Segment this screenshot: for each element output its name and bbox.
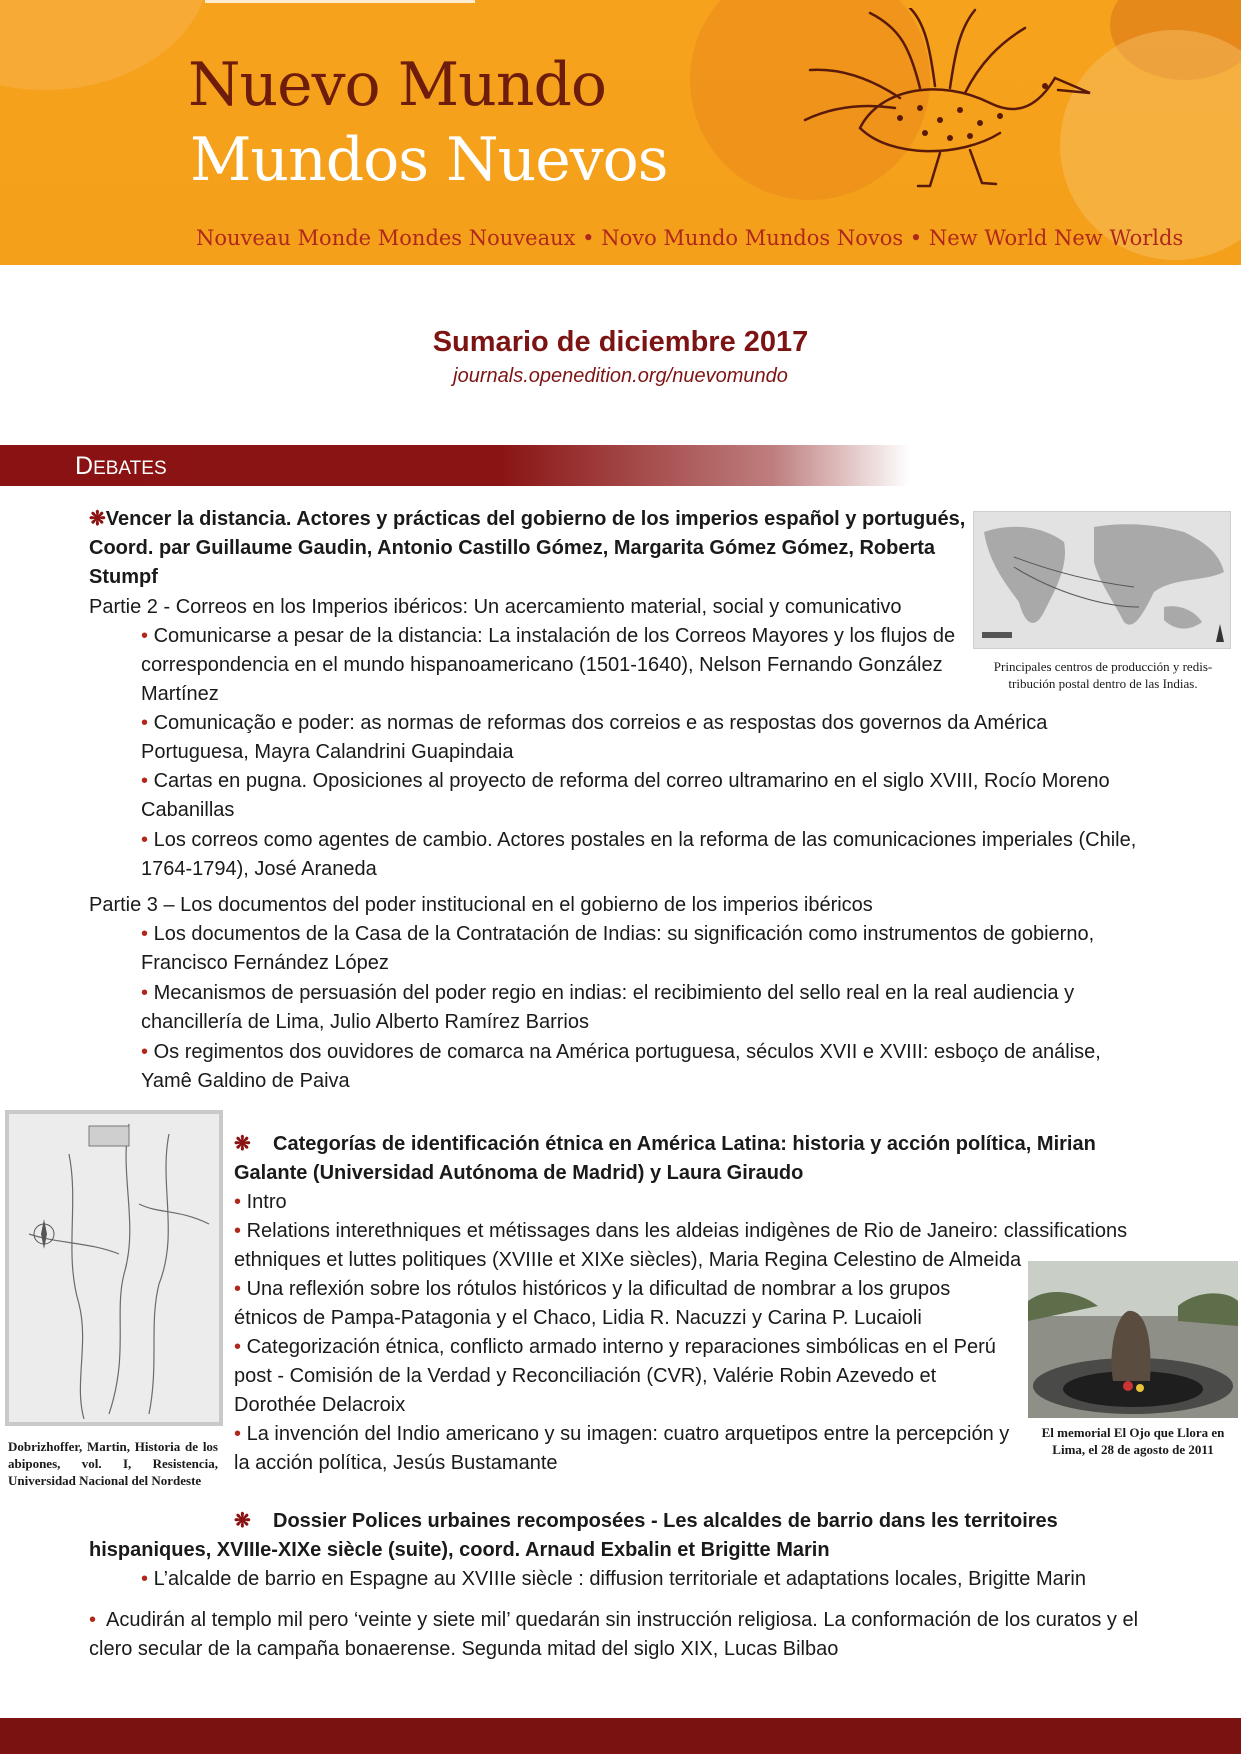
list-item[interactable]: • Cartas en pugna. Oposiciones al proyecto de reforma del correo ultramarino en el siglo XVIII, Rocío Moreno Cabanillas bbox=[141, 770, 1110, 821]
historic-map-drawing bbox=[9, 1114, 219, 1422]
list-item[interactable]: • Categorización étnica, conflicto armado interno y reparaciones simbólicas en el Perú post - Comisión de la Verdad y Reconciliación (CVR), Valérie Robin Azevedo et Dorothée Delacroix bbox=[234, 1336, 996, 1416]
south-america-historic-map-image bbox=[5, 1110, 223, 1426]
bullet-icon: • bbox=[141, 982, 149, 1004]
bullet-icon: • bbox=[141, 1568, 149, 1590]
bullet-icon: • bbox=[141, 1041, 149, 1063]
journal-banner bbox=[0, 0, 1241, 265]
world-map-drawing bbox=[974, 512, 1230, 648]
list-item[interactable]: • Comunicação e poder: as normas de reformas dos correios e as respostas dos governos da América Portuguesa, Mayra Calandrini Guapindaia bbox=[141, 712, 1048, 763]
memorial-photo-image bbox=[1028, 1261, 1238, 1418]
section-label: DEBATES bbox=[75, 452, 167, 480]
bullet-icon: • bbox=[141, 770, 149, 792]
list-item[interactable]: • L’alcalde de barrio en Espagne au XVIIIe siècle : diffusion territoriale et adaptations locales, Brigitte Marin bbox=[141, 1568, 1086, 1590]
banner-decor-circle bbox=[0, 0, 210, 90]
bullet-icon: • bbox=[141, 712, 149, 734]
memorial-photo-drawing bbox=[1028, 1261, 1238, 1418]
list-item[interactable]: • Comunicarse a pesar de la distancia: La instalación de los Correos Mayores y los flujos de correspondencia en el mundo hispanoamericano (1501-1640), Nelson Fernando González Martínez bbox=[141, 625, 956, 705]
list-item[interactable]: • Intro bbox=[234, 1191, 287, 1213]
journal-multilingual-subtitle: Nouveau Monde Mondes Nouveaux • Novo Mundo Mundos Novos • New World New Worlds bbox=[196, 226, 1184, 250]
dossier-title[interactable] bbox=[89, 1507, 1129, 1565]
list-item[interactable]: • Mecanismos de persuasión del poder regio en indias: el recibimiento del sello real en la real audiencia y chancillería de Lima, Julio Alberto Ramírez Barrios bbox=[141, 982, 1075, 1033]
bullet-icon: • bbox=[234, 1220, 242, 1242]
bullet-icon: • bbox=[141, 625, 149, 647]
list-item[interactable]: • Los documentos de la Casa de la Contratación de Indias: su significación como instrumentos de gobierno, Francisco Fernández López bbox=[141, 923, 1095, 974]
world-postal-map-image bbox=[973, 511, 1231, 649]
world-map-caption: Principales centros de producción y redis- tribución postal dentro de las Indias. bbox=[993, 659, 1213, 691]
dossier-title-text: Dossier Polices urbaines recomposées - Les alcaldes de barrio dans les territoires hispaniques, XVIIIe-XIXe siècle (suite), coord. Arnaud Exbalin et Brigitte Marin bbox=[89, 1510, 1058, 1561]
list-item[interactable]: • Relations interethniques et métissages dans les aldeias indigènes de Rio de Janeiro: classifications ethniques et luttes politiques (XVIIIe et XIXe siècles), Maria Regina Celestino de Almeida bbox=[234, 1220, 1128, 1271]
bullet-icon: • bbox=[141, 923, 149, 945]
dossier-title-text: Categorías de identificación étnica en América Latina: historia y acción política, Mirian Galante (Universidad Autónoma de Madrid) y Laura Giraudo bbox=[234, 1133, 1096, 1184]
page-title: Sumario de diciembre 2017 bbox=[432, 326, 809, 358]
list-item[interactable]: • Los correos como agentes de cambio. Actores postales en la reforma de las comunicaciones imperiales (Chile, 1764-1794), José Araneda bbox=[141, 829, 1137, 880]
list-item[interactable]: • Una reflexión sobre los rótulos históricos y la dificultad de nombrar a los grupos étnicos de Pampa-Patagonia y el Chaco, Lidia R. Nacuzzi y Carina P. Lucaioli bbox=[234, 1278, 951, 1329]
journal-url-link[interactable]: journals.openedition.org/nuevomundo bbox=[453, 365, 788, 387]
bullet-icon: • bbox=[234, 1336, 242, 1358]
dossier-title-text: Vencer la distancia. Actores y prácticas del gobierno de los imperios español y portugués, Coord. par Guillaume Gaudin, Antonio Castillo Gómez, Margarita Gómez Gómez, Roberta Stumpf bbox=[89, 508, 966, 588]
asterisk-icon: ❋ bbox=[234, 1510, 251, 1532]
bird-drawing-icon bbox=[800, 8, 1100, 188]
part-heading: Partie 3 – Los documentos del poder institucional en el gobierno de los imperios ibéricos bbox=[89, 894, 873, 916]
dossier-title[interactable] bbox=[234, 1130, 1114, 1188]
journal-title-line2: Mundos Nuevos bbox=[190, 125, 668, 195]
banner-top-line bbox=[205, 0, 475, 3]
bullet-icon: • bbox=[89, 1609, 97, 1631]
bullet-icon: • bbox=[234, 1278, 242, 1300]
section-header-debates bbox=[0, 445, 910, 486]
bullet-icon: • bbox=[141, 829, 149, 851]
memorial-photo-caption: El memorial El Ojo que Llora en Lima, el 28 de agosto de 2011 bbox=[1041, 1425, 1225, 1457]
dossier-title[interactable] bbox=[89, 505, 969, 592]
list-item[interactable]: • Os regimentos dos ouvidores de comarca na América portuguesa, séculos XVII e XVIII: esboço de análise, Yamê Galdino de Paiva bbox=[141, 1041, 1101, 1092]
journal-title-line1: Nuevo Mundo bbox=[188, 50, 606, 120]
asterisk-icon: ❋ bbox=[234, 1133, 251, 1155]
bullet-icon: • bbox=[234, 1191, 242, 1213]
footer-bar bbox=[0, 1718, 1241, 1754]
list-item[interactable]: • La invención del Indio americano y su imagen: cuatro arquetipos entre la percepción y la acción política, Jesús Bustamante bbox=[234, 1423, 1010, 1474]
asterisk-icon: ❋ bbox=[89, 508, 106, 530]
historic-map-caption: Dobrizhoffer, Martin, Historia de los abipones, vol. I, Resistencia, Universidad Nacional del Nordeste bbox=[8, 1439, 218, 1488]
part-heading: Partie 2 - Correos en los Imperios ibéricos: Un acercamiento material, social y comunicativo bbox=[89, 596, 902, 618]
list-item[interactable]: • Acudirán al templo mil pero ‘veinte y siete mil’ quedarán sin instrucción religiosa. La conformación de los curatos y el clero secular de la campaña bonaerense. Segunda mitad del siglo XIX, Lucas Bilbao bbox=[89, 1609, 1139, 1660]
bullet-icon: • bbox=[234, 1423, 242, 1445]
